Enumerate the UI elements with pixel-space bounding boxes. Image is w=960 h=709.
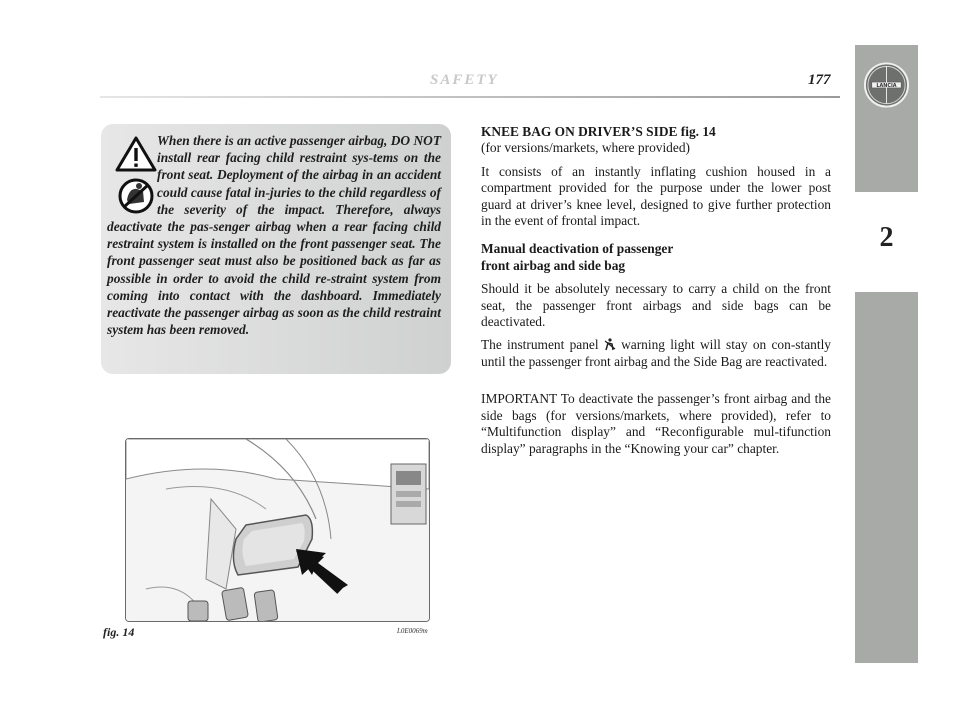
knee-bag-paragraph: It consists of an instantly inflating cushion housed in a compartment provided for the purpose under the lower post guard at driver’s knee level, designed to give further protection in the event of frontal impact.: [481, 163, 831, 229]
panel-text-before: The instrument panel: [481, 337, 599, 353]
header-divider: [100, 96, 840, 98]
warning-text: When there is an active passenger airbag, DO NOT install rear facing child restraint sys-tems on the front seat. Deployment of the airbag in an accident could cause fatal in-juries to the child regardless of the severity of the impact. Therefore, always deactivate the pas-senger airbag when a rear facing child restraint system is installed on the front passenger seat. The front passenger seat must also be positioned back as far as possible in order to avoid the child re-straint system from coming into contact with the dashboard. Immediately reactivate the passenger airbag as soon as the child restraint system has been removed.: [107, 133, 441, 338]
section-title: SAFETY: [430, 72, 499, 88]
instrument-panel-paragraph: [481, 337, 831, 370]
warning-box: [101, 124, 451, 374]
chapter-tab[interactable]: [855, 190, 918, 292]
warning-text-block: [107, 132, 441, 338]
chapter-sidebar: [855, 45, 918, 663]
manual-deactivation-paragraph: Should it be absolutely necessary to carry a child on the front seat, the passenger front airbags and side bags can be deactivated.: [481, 281, 831, 330]
manual-deactivation-heading-1: Manual deactivation of passenger: [481, 241, 674, 257]
logo-text: LANCIA: [876, 82, 897, 89]
body-column: [481, 124, 831, 464]
figure-code: L0E0069m: [397, 627, 428, 635]
figure-knee-bag: [125, 438, 430, 622]
chapter-number: 2: [879, 222, 894, 253]
lancia-logo-icon: [862, 60, 911, 110]
manual-deactivation-heading-2: front airbag and side bag: [481, 257, 626, 273]
knee-bag-subtitle: (for versions/markets, where provided): [481, 140, 690, 156]
knee-bag-illustration: [126, 439, 429, 621]
page-number: 177: [808, 72, 831, 88]
passenger-airbag-off-icon: [604, 338, 616, 351]
figure-label: fig. 14: [103, 625, 135, 639]
knee-bag-heading: KNEE BAG ON DRIVER’S SIDE fig. 14: [481, 124, 716, 139]
important-paragraph: IMPORTANT To deactivate the passenger’s front airbag and the side bags (for versions/markets, where provided), refer to “Multifunction display” and “Reconfigurable mul-tifunction display” paragraphs in the “Knowing your car” chapter.: [481, 391, 831, 456]
panel-text-after: warning light will stay on con-stantly until the passenger front airbag and the Side Bag are reactivated.: [481, 337, 831, 369]
